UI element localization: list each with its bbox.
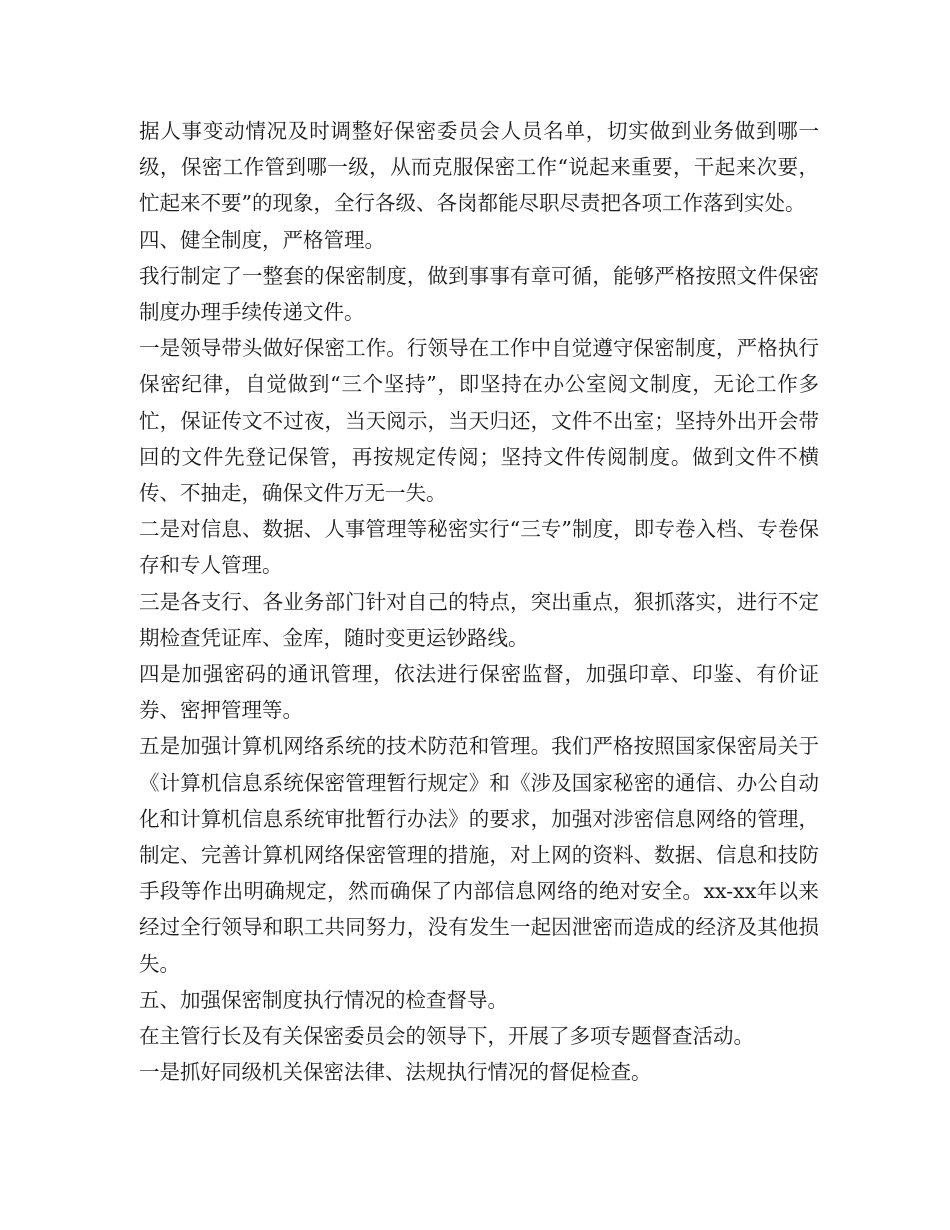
section-heading: 四、健全制度，严格管理。 bbox=[139, 227, 385, 252]
paragraph: 五是加强计算机网络系统的技术防范和管理。我们严格按照国家保密局关于《计算机信息系统保密管理暂行规定》和《涉及国家秘密的通信、办公自动化和计算机信息系统审批暂行办法》的要求，加强对涉密信息网络的管理，制定、完善计算机网络保密管理的措施，对上网的资料、数据、信息和技防手段等作出明确规定，然而确保了内部信息网络的绝对安全。xx-xx年以来经过全行领导和职工共同努力，没有发生一起因泄密而造成的经济及其他损失。 bbox=[139, 734, 819, 976]
paragraph: 二是对信息、数据、人事管理等秘密实行“三专”制度，即专卷入档、专卷保存和专人管理。 bbox=[139, 517, 819, 578]
paragraph: 在主管行长及有关保密委员会的领导下，开展了多项专题督查活动。 bbox=[139, 1024, 754, 1049]
paragraph: 一是抓好同级机关保密法律、法规执行情况的督促检查。 bbox=[139, 1060, 652, 1085]
paragraph: 三是各支行、各业务部门针对自己的特点，突出重点，狠抓落实，进行不定期检查凭证库、金库，随时变更运钞路线。 bbox=[139, 589, 819, 650]
paragraph: 据人事变动情况及时调整好保密委员会人员名单，切实做到业务做到哪一级，保密工作管到哪一级，从而克服保密工作“说起来重要，干起来次要，忙起来不要”的现象，全行各级、各岗都能尽职尽责把各项工作落到实处。 bbox=[139, 119, 819, 216]
section-heading: 五、加强保密制度执行情况的检查督导。 bbox=[139, 987, 508, 1012]
paragraph: 一是领导带头做好保密工作。行领导在工作中自觉遵守保密制度，严格执行保密纪律，自觉做到“三个坚持”，即坚持在办公室阅文制度，无论工作多忙，保证传文不过夜，当天阅示，当天归还，文件不出室；坚持外出开会带回的文件先登记保管，再按规定传阅；坚持文件传阅制度。做到文件不横传、不抽走，确保文件万无一失。 bbox=[139, 336, 819, 506]
document-body bbox=[139, 113, 819, 1090]
paragraph: 我行制定了一整套的保密制度，做到事事有章可循，能够严格按照文件保密制度办理手续传递文件。 bbox=[139, 263, 819, 325]
paragraph: 四是加强密码的通讯管理，依法进行保密监督，加强印章、印鉴、有价证券、密押管理等。 bbox=[139, 662, 819, 723]
